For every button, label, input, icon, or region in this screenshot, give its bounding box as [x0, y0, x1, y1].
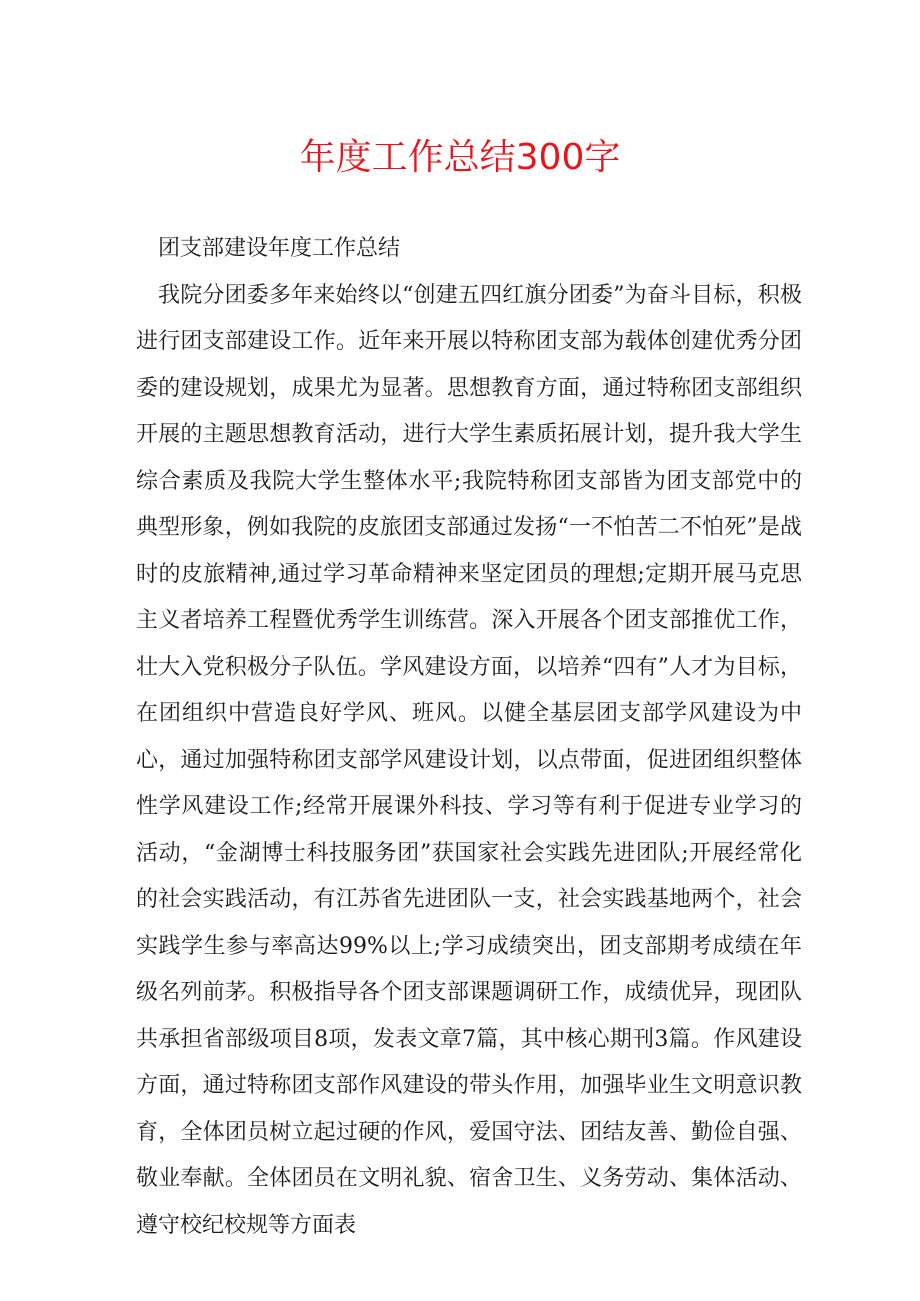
document-body	[136, 226, 802, 1249]
body-paragraph: 我院分团委多年来始终以“创建五四红旗分团委”为奋斗目标，积极进行团支部建设工作。近年来开展以特称团支部为载体创建优秀分团委的建设规划，成果尤为显著。思想教育方面，通过特称团支部组织开展的主题思想教育活动，进行大学生素质拓展计划，提升我大学生综合素质及我院大学生整体水平;我院特称团支部皆为团支部党中的典型形象，例如我院的皮旅团支部通过发扬“一不怕苦二不怕死”是战时的皮旅精神,通过学习革命精神来坚定团员的理想;定期开展马克思主义者培养工程暨优秀学生训练营。深入开展各个团支部推优工作，壮大入党积极分子队伍。学风建设方面，以培养“四有”人才为目标，在团组织中营造良好学风、班风。以健全基层团支部学风建设为中心，通过加强特称团支部学风建设计划，以点带面，促进团组织整体性学风建设工作;经常开展课外科技、学习等有利于促进专业学习的活动，“金湖博士科技服务团”获国家社会实践先进团队;开展经常化的社会实践活动，有江苏省先进团队一支，社会实践基地两个，社会实践学生参与率高达99%以上;学习成绩突出，团支部期考成绩在年级名列前茅。积极指导各个团支部课题调研工作，成绩优异，现团队共承担省部级项目8项，发表文章7篇，其中核心期刊3篇。作风建设方面，通过特称团支部作风建设的带头作用，加强毕业生文明意识教育，全体团员树立起过硬的作风，爱国守法、团结友善、勤俭自强、敬业奉献。全体团员在文明礼貌、宿舍卫生、义务劳动、集体活动、遵守校纪校规等方面表	[136, 282, 802, 1238]
section-subtitle: 团支部建设年度工作总结	[158, 236, 401, 261]
document-title: 年度工作总结300字	[299, 137, 621, 178]
